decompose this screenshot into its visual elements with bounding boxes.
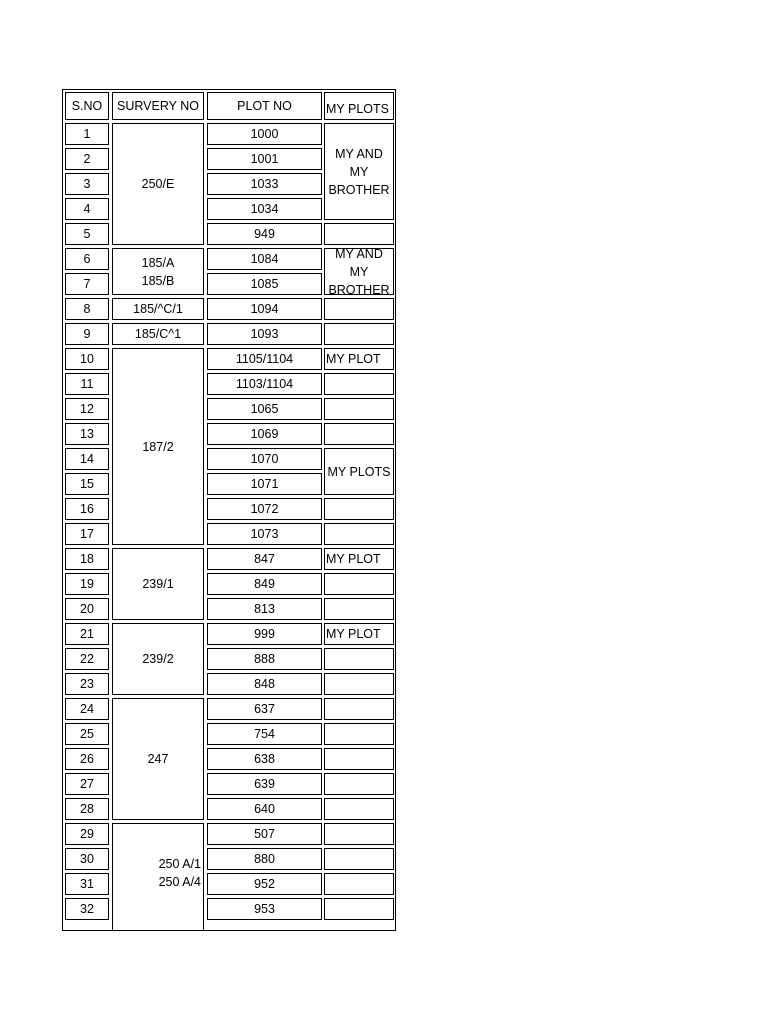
plot-no-cell (207, 348, 322, 370)
my-plots-line: BROTHER (328, 182, 390, 197)
survey-no-text (142, 650, 173, 668)
survey-no-line: 239/1 (142, 577, 174, 591)
plot-no-cell (207, 398, 322, 420)
plot-no-value: 1094 (250, 302, 279, 316)
sno-value: 10 (80, 352, 94, 366)
my-plots-line: MY PLOT (326, 352, 381, 366)
plot-no-cell (207, 623, 322, 645)
my-plots-cell (324, 823, 394, 845)
my-plots-cell (324, 398, 394, 420)
sno-value: 2 (83, 152, 91, 166)
survey-no-cell (112, 348, 204, 545)
my-plots-line: MY AND (335, 248, 383, 261)
my-plots-cell (324, 723, 394, 745)
my-plots-text (326, 625, 381, 643)
sno-cell (65, 523, 109, 545)
plot-no-value: 1103/1104 (235, 377, 294, 391)
my-plots-cell (324, 323, 394, 345)
sno-value: 14 (80, 452, 94, 466)
sno-cell (65, 198, 109, 220)
sno-cell (65, 123, 109, 145)
my-plots-line: BROTHER (328, 282, 390, 295)
sno-value: 12 (80, 402, 94, 416)
plot-no-value: 847 (254, 552, 275, 566)
my-plots-cell (324, 648, 394, 670)
sno-value: 4 (83, 202, 91, 216)
sno-value: 29 (80, 827, 94, 841)
survey-no-cell (112, 698, 204, 820)
my-plots-text (326, 550, 381, 568)
sno-cell (65, 298, 109, 320)
plot-no-value: 1105/1104 (235, 352, 294, 366)
my-plots-cell (324, 598, 394, 620)
survey-no-text (135, 325, 181, 343)
sno-value: 16 (80, 502, 94, 516)
my-plots-line: MY PLOT (326, 552, 381, 566)
sno-cell (65, 623, 109, 645)
survey-no-cell (112, 823, 204, 930)
my-plots-cell (324, 848, 394, 870)
plot-no-cell (207, 173, 322, 195)
sno-cell (65, 323, 109, 345)
plot-no-value: 1071 (250, 477, 279, 491)
my-plots-cell (324, 698, 394, 720)
survey-no-line: 239/2 (142, 652, 174, 666)
sno-value: 9 (83, 327, 91, 341)
survey-no-cell (112, 248, 204, 295)
plot-no-value: 1072 (250, 502, 279, 516)
survey-no-cell (112, 623, 204, 695)
survey-no-line: 185/A (141, 255, 175, 270)
my-plots-text (328, 248, 389, 295)
header-my-plots-label: MY PLOTS (326, 102, 389, 116)
plot-no-value: 1000 (250, 127, 279, 141)
sno-cell (65, 573, 109, 595)
my-plots-cell (324, 123, 394, 220)
sno-value: 25 (80, 727, 94, 741)
my-plots-cell (324, 673, 394, 695)
my-plots-text (328, 463, 391, 481)
plot-no-cell (207, 323, 322, 345)
plot-no-cell (207, 673, 322, 695)
plot-no-cell (207, 448, 322, 470)
my-plots-line: MY PLOT (326, 627, 381, 641)
sno-cell (65, 748, 109, 770)
sno-value: 31 (80, 877, 94, 891)
survey-no-line: 185/^C/1 (133, 302, 183, 316)
plot-no-value: 507 (254, 827, 275, 841)
sno-cell (65, 898, 109, 920)
plot-no-cell (207, 648, 322, 670)
my-plots-cell (324, 623, 394, 645)
sno-cell (65, 223, 109, 245)
sno-cell (65, 698, 109, 720)
header-plot-no-label: PLOT NO (237, 99, 292, 113)
plot-no-cell (207, 273, 322, 295)
my-plots-cell (324, 573, 394, 595)
survey-no-text (133, 300, 183, 318)
plot-no-cell (207, 373, 322, 395)
sno-cell (65, 423, 109, 445)
plot-no-value: 1093 (250, 327, 279, 341)
my-plots-line: MY AND (335, 146, 383, 161)
plot-no-value: 1065 (250, 402, 279, 416)
plot-no-cell (207, 248, 322, 270)
survey-no-line: 185/B (141, 273, 175, 288)
sno-value: 6 (83, 252, 91, 266)
sno-cell (65, 273, 109, 295)
plot-no-value: 949 (254, 227, 275, 241)
plot-no-value: 813 (254, 602, 275, 616)
sno-cell (65, 248, 109, 270)
sno-value: 13 (80, 427, 94, 441)
plot-no-value: 1085 (250, 277, 279, 291)
survey-no-cell (112, 548, 204, 620)
survey-no-cell (112, 323, 204, 345)
sno-cell (65, 373, 109, 395)
plot-no-value: 848 (254, 677, 275, 691)
sno-cell (65, 148, 109, 170)
sno-value: 20 (80, 602, 94, 616)
sno-cell (65, 398, 109, 420)
sno-value: 11 (80, 377, 94, 391)
sno-value: 7 (83, 277, 91, 291)
my-plots-cell (324, 748, 394, 770)
plot-no-cell (207, 298, 322, 320)
header-my-plots (324, 92, 394, 120)
header-sno (65, 92, 109, 120)
sno-cell (65, 548, 109, 570)
plot-no-cell (207, 148, 322, 170)
sno-cell (65, 173, 109, 195)
survey-no-line: 185/C^1 (134, 327, 182, 341)
my-plots-cell (324, 873, 394, 895)
survey-no-line: 247 (147, 752, 169, 766)
my-plots-line: MY (349, 164, 369, 179)
plot-no-value: 639 (254, 777, 275, 791)
sno-value: 1 (83, 127, 91, 141)
my-plots-cell (324, 898, 394, 920)
sno-cell (65, 848, 109, 870)
plot-no-cell (207, 773, 322, 795)
plot-no-cell (207, 198, 322, 220)
my-plots-cell (324, 498, 394, 520)
plot-no-cell (207, 848, 322, 870)
plot-no-value: 638 (254, 752, 275, 766)
plot-no-value: 754 (254, 727, 275, 741)
plot-no-value: 849 (254, 577, 275, 591)
survey-no-line: 250/E (141, 177, 175, 191)
my-plots-line: MY PLOTS (327, 464, 391, 479)
my-plots-cell (324, 798, 394, 820)
sno-value: 27 (80, 777, 94, 791)
plot-no-cell (207, 798, 322, 820)
survey-no-cell (112, 298, 204, 320)
plot-no-cell (207, 873, 322, 895)
my-plots-cell (324, 348, 394, 370)
plot-no-value: 880 (254, 852, 275, 866)
sno-value: 28 (80, 802, 94, 816)
sno-cell (65, 798, 109, 820)
sno-value: 17 (80, 527, 94, 541)
plot-no-cell (207, 898, 322, 920)
sno-value: 8 (83, 302, 91, 316)
sno-value: 24 (80, 702, 94, 716)
plot-no-cell (207, 498, 322, 520)
survey-no-text (142, 438, 173, 456)
my-plots-text (326, 350, 381, 368)
plot-no-value: 1073 (250, 527, 279, 541)
survey-no-text (142, 175, 175, 193)
plot-register-table (62, 89, 396, 931)
survey-no-text (142, 575, 173, 593)
my-plots-line: MY (349, 264, 369, 279)
sno-cell (65, 823, 109, 845)
plot-no-value: 1001 (250, 152, 279, 166)
plot-no-value: 999 (254, 627, 275, 641)
my-plots-cell (324, 423, 394, 445)
plot-no-value: 637 (254, 702, 275, 716)
my-plots-text (328, 145, 389, 199)
sno-value: 26 (80, 752, 94, 766)
my-plots-cell (324, 248, 394, 295)
header-sno-label: S.NO (71, 99, 103, 113)
sno-cell (65, 773, 109, 795)
sno-value: 22 (80, 652, 94, 666)
plot-no-cell (207, 723, 322, 745)
header-survey-no (112, 92, 204, 120)
plot-no-value: 888 (254, 652, 275, 666)
survey-no-line: 250 A/1 (158, 857, 201, 871)
survey-no-line: 250 A/4 (158, 875, 201, 889)
sno-value: 32 (80, 902, 94, 916)
plot-no-cell (207, 473, 322, 495)
plot-no-cell (207, 123, 322, 145)
my-plots-cell (324, 523, 394, 545)
my-plots-cell (324, 223, 394, 245)
header-survey-no-label: SURVERY NO (117, 99, 199, 113)
plot-no-value: 1033 (250, 177, 279, 191)
sno-value: 3 (83, 177, 91, 191)
plot-no-value: 953 (254, 902, 275, 916)
sno-cell (65, 473, 109, 495)
my-plots-cell (324, 548, 394, 570)
plot-no-value: 952 (254, 877, 275, 891)
sno-value: 18 (80, 552, 94, 566)
survey-no-text (159, 855, 201, 891)
sno-value: 30 (80, 852, 94, 866)
plot-no-cell (207, 573, 322, 595)
sno-cell (65, 498, 109, 520)
plot-no-cell (207, 748, 322, 770)
my-plots-cell (324, 373, 394, 395)
sno-cell (65, 348, 109, 370)
sno-cell (65, 648, 109, 670)
plot-no-cell (207, 598, 322, 620)
plot-no-cell (207, 523, 322, 545)
plot-no-cell (207, 223, 322, 245)
plot-no-cell (207, 698, 322, 720)
sno-value: 19 (80, 577, 94, 591)
sno-value: 21 (80, 627, 94, 641)
plot-no-value: 1084 (250, 252, 279, 266)
header-plot-no (207, 92, 322, 120)
my-plots-cell (324, 773, 394, 795)
plot-no-value: 1070 (250, 452, 279, 466)
plot-no-value: 1069 (250, 427, 279, 441)
plot-no-cell (207, 423, 322, 445)
plot-no-value: 1034 (250, 202, 279, 216)
sno-value: 5 (83, 227, 91, 241)
sno-cell (65, 598, 109, 620)
sno-value: 15 (80, 477, 94, 491)
survey-no-line: 187/2 (142, 439, 174, 454)
plot-no-cell (207, 548, 322, 570)
my-plots-cell (324, 448, 394, 495)
survey-no-text (142, 254, 175, 290)
my-plots-cell (324, 298, 394, 320)
sno-cell (65, 873, 109, 895)
survey-no-cell (112, 123, 204, 245)
plot-no-value: 640 (254, 802, 275, 816)
sno-cell (65, 673, 109, 695)
sno-cell (65, 723, 109, 745)
sno-value: 23 (80, 677, 94, 691)
sno-cell (65, 448, 109, 470)
plot-no-cell (207, 823, 322, 845)
survey-no-text (148, 750, 169, 768)
